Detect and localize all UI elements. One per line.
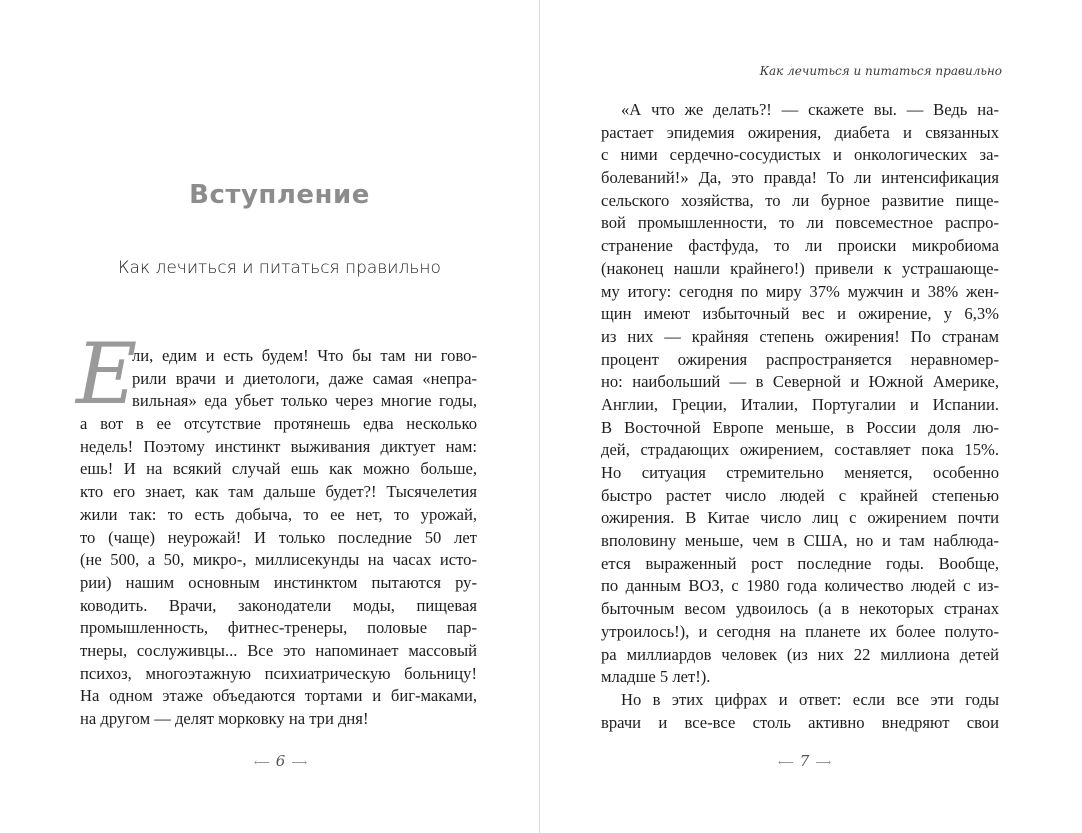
- text-line: На одном этаже объедаются тортами и биг-маками,: [80, 686, 477, 706]
- left-body-text: [80, 345, 477, 731]
- text-line: тнеры, сослуживцы... Все это напоминает массовый: [80, 640, 477, 660]
- text-line: на другом — делят морковку на три дня!: [80, 709, 369, 728]
- text-line: болеваний!» Да, это правда! То ли интенсификация: [601, 168, 999, 188]
- folio-ornament-left-icon: ⟵: [778, 756, 794, 769]
- text-line: с ними сердечно-сосудистых и онкологических за-: [601, 145, 999, 165]
- text-line: растает эпидемия ожирения, диабета и связанных: [601, 122, 999, 142]
- text-line: вполовину меньше, чем в США, но и там наблюда-: [601, 531, 999, 551]
- text-line: ли, едим и есть будем! Что бы там ни гово-: [132, 346, 477, 365]
- text-line: по данным ВОЗ, с 1980 года количество людей с из-: [601, 576, 999, 596]
- text-line: щин имеют избыточный вес и ожирение, у 6,3%: [601, 304, 999, 324]
- chapter-subtitle: Как лечиться и питаться правильно: [118, 258, 441, 278]
- text-line: (не 500, а 50, микро-, миллисекунды на часах исто-: [80, 550, 477, 570]
- right-body-text: [601, 99, 999, 734]
- text-line: рии) нашим основным инстинктом пытаются ру-: [80, 572, 477, 592]
- text-line: жили так: то есть добыча, то ее нет, то урожай,: [80, 504, 477, 524]
- text-line: психоз, многоэтажную психиатрическую больницу!: [80, 663, 477, 683]
- text-line: быточным весом удвоилось (а в некоторых странах: [601, 599, 999, 619]
- text-line: дей, страдающих ожирением, составляет пока 15%.: [601, 440, 999, 460]
- text-line: быстро растет число людей с крайней степенью: [601, 485, 999, 505]
- running-head: Как лечиться и питаться правильно: [759, 64, 1002, 78]
- text-line: кто его знает, как там дальше будет?! Тысячелетия: [80, 482, 477, 502]
- text-line: рили врачи и диетологи, даже самая «непра-: [132, 368, 477, 388]
- text-line: младше 5 лет!).: [601, 667, 711, 687]
- folio-ornament-right-icon: ⟶: [815, 756, 832, 769]
- folio-ornament-left-icon: ⟵: [254, 756, 270, 769]
- folio-ornament-right-icon: ⟶: [291, 756, 308, 769]
- text-line: Но в этих цифрах и ответ: если все эти годы: [621, 689, 999, 709]
- text-line: ра миллиардов человек (из них 22 миллиона детей: [601, 644, 999, 664]
- text-line: ется выраженный рост последние годы. Вообще,: [601, 553, 999, 573]
- chapter-title: Вступление: [189, 180, 370, 210]
- page-number-right: ⟵ 7 ⟶: [778, 752, 832, 770]
- text-line: вильная» еда убьет только через многие годы,: [132, 391, 477, 411]
- text-line: а вот в ее отсутствие протянешь едва несколько: [80, 414, 477, 434]
- text-line: вой промышленности, то ли повсеместное распро-: [601, 213, 999, 233]
- text-line: утроилось!), и сегодня на планете их более полуто-: [601, 621, 999, 641]
- text-line: врачи и все-все столь активно внедряют свои: [601, 712, 999, 732]
- text-line: Но ситуация стремительно меняется, особенно: [601, 463, 999, 482]
- text-line: но: наибольший — в Северной и Южной Америке,: [601, 372, 999, 392]
- drop-cap: Е: [76, 325, 138, 423]
- text-line: промышленность, фитнес-тренеры, половые пар-: [80, 618, 477, 638]
- text-line: му итогу: сегодня по миру 37% мужчин и 38% жен-: [601, 281, 999, 301]
- text-line: недель! Поэтому инстинкт выживания диктует нам:: [80, 436, 477, 456]
- text-line: Англии, Греции, Италии, Португалии и Испании.: [601, 394, 999, 414]
- text-line: из них — крайняя степень ожирения! По странам: [601, 326, 999, 346]
- text-line: сельского хозяйства, то ли бурное развитие пище-: [601, 190, 999, 210]
- text-line: ожирения. В Китае число лиц с ожирением почти: [601, 508, 999, 528]
- text-line: ководить. Врачи, законодатели моды, пищевая: [80, 595, 477, 615]
- text-line: странение фастфуда, то ли происки микробиома: [601, 236, 999, 256]
- text-line: В Восточной Европе меньше, в России доля лю-: [601, 417, 999, 437]
- text-line: то (чаще) неурожай! И только последние 50 лет: [80, 527, 477, 547]
- text-line: «А что же делать?! — скажете вы. — Ведь на-: [621, 100, 999, 119]
- page-number-left: ⟵ 6 ⟶: [254, 752, 308, 770]
- text-line: (наконец нашли крайнего!) привели к устрашающе-: [601, 258, 999, 278]
- text-line: ешь! И на всякий случай ешь как можно больше,: [80, 459, 477, 479]
- text-line: процент ожирения распространяется неравномер-: [601, 349, 999, 369]
